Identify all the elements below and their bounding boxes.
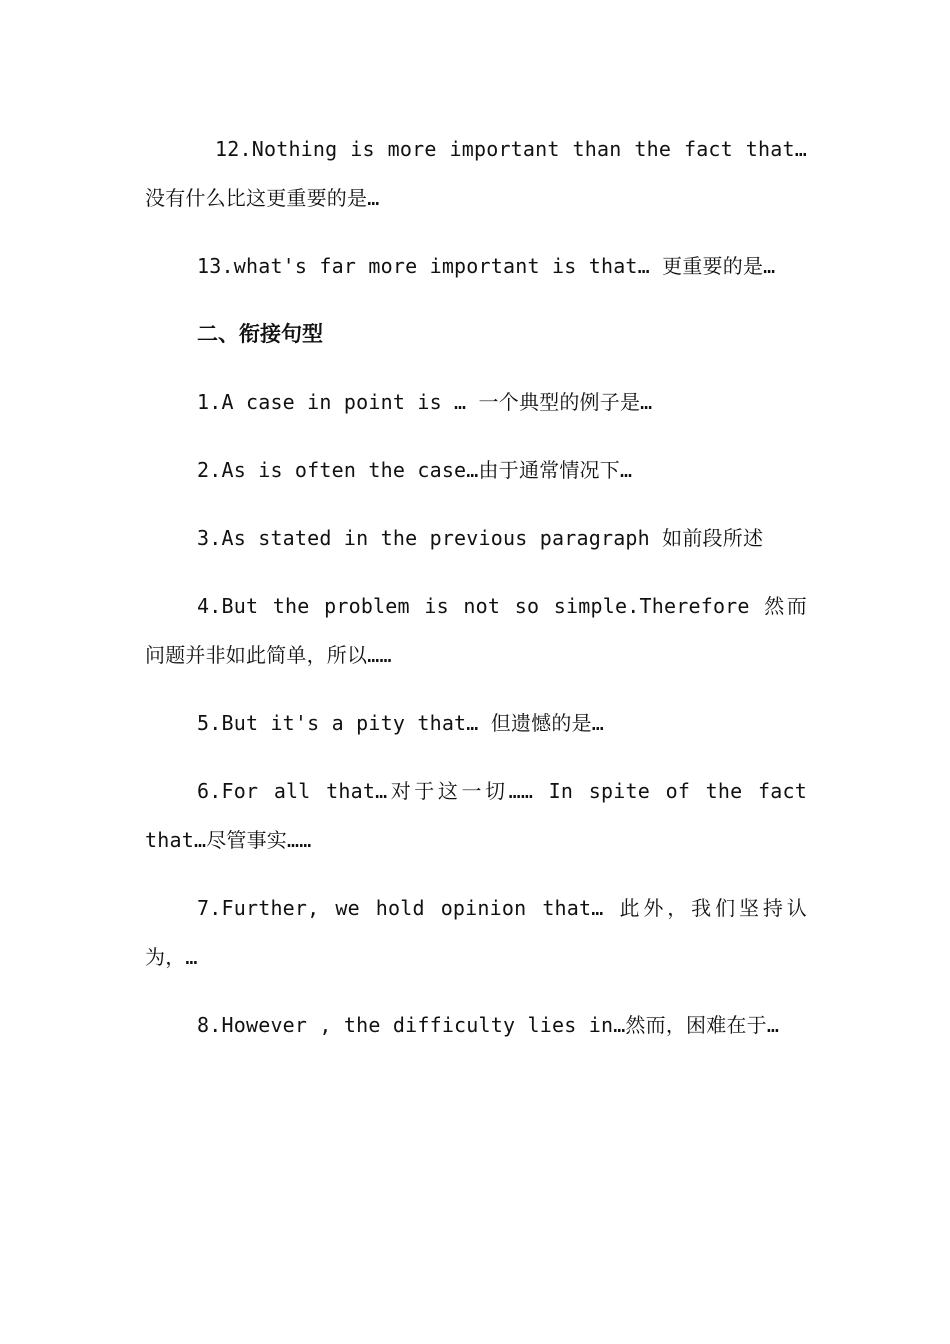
paragraph-2: 2.As is often the case…由于通常情况下… bbox=[197, 458, 633, 482]
document-body bbox=[145, 125, 807, 1069]
paragraph-4: 4.But the problem is not so simple.Therefore 然而问题并非如此简单，所以…… bbox=[145, 594, 807, 667]
paragraph-3: 3.As stated in the previous paragraph 如前段所述 bbox=[197, 526, 764, 550]
paragraph-7: 7.Further, we hold opinion that… 此外，我们坚持认为，… bbox=[145, 896, 807, 969]
paragraph-13: 13.what's far more important is that… 更重要的是… bbox=[197, 254, 776, 278]
paragraph-5: 5.But it's a pity that… 但遗憾的是… bbox=[197, 711, 605, 735]
paragraph-8: 8.However , the difficulty lies in…然而，困难在于… bbox=[197, 1013, 780, 1037]
section-heading: 二、衔接句型 bbox=[197, 322, 323, 346]
paragraph-1: 1.A case in point is … 一个典型的例子是… bbox=[197, 390, 653, 414]
paragraph-6: 6.For all that…对于这一切…… In spite of the fact that…尽管事实…… bbox=[145, 779, 807, 852]
paragraph-12: 12.Nothing is more important than the fact that… 没有什么比这更重要的是… bbox=[145, 137, 807, 210]
